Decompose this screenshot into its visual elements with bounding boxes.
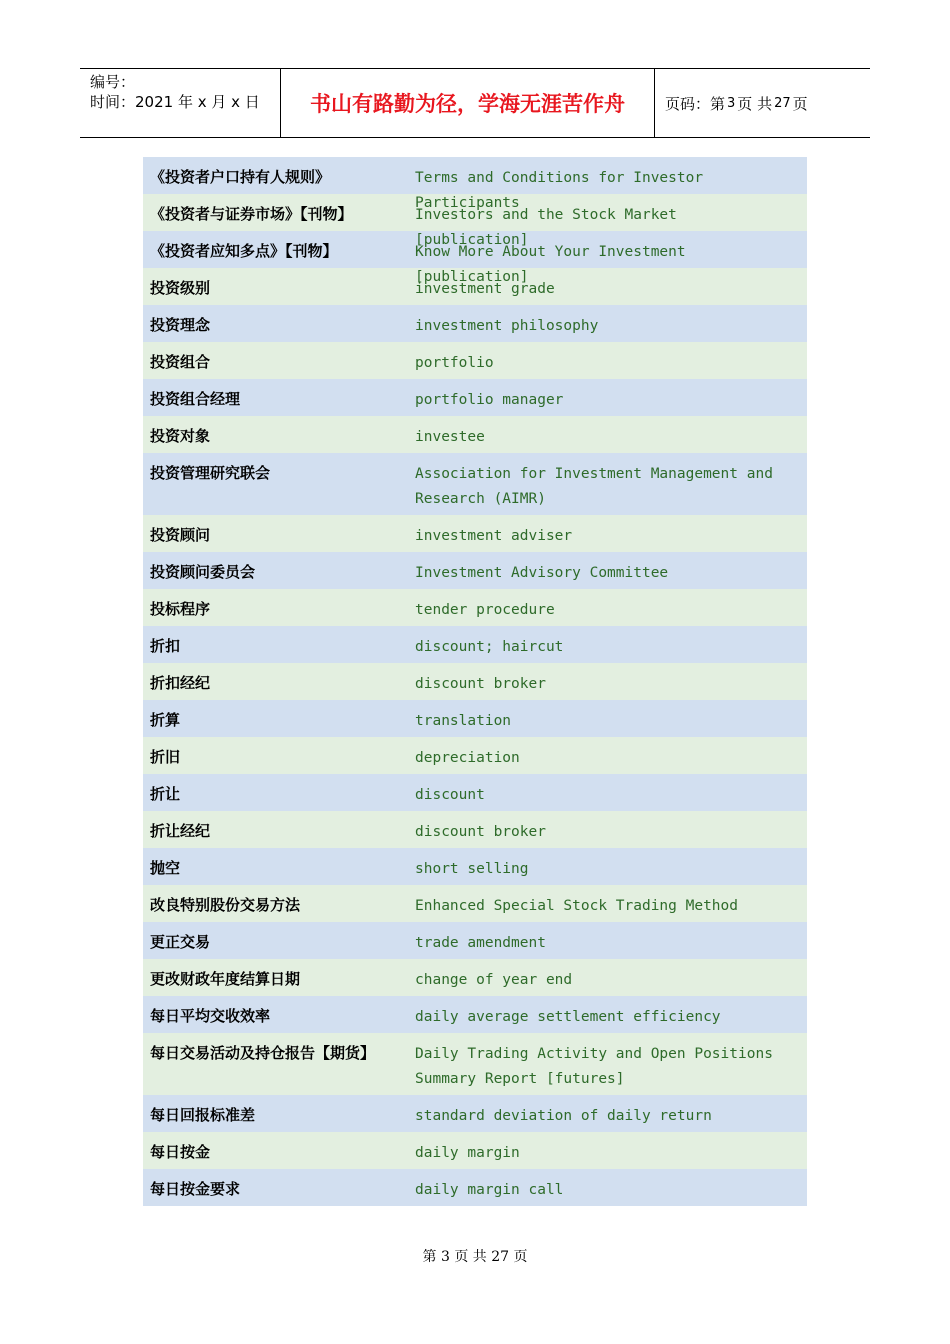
page-footer — [0, 1246, 950, 1266]
table-row — [143, 268, 807, 305]
term-chinese: 投资管理研究联会 — [150, 464, 271, 482]
time-label: 时间： — [90, 93, 136, 111]
table-row — [143, 453, 807, 515]
footer-current: 3 — [440, 1249, 450, 1265]
term-english: portfolio — [415, 355, 494, 371]
footer-prefix: 第 — [422, 1249, 437, 1265]
term-chinese: 《投资者应知多点》【刊物】 — [150, 242, 338, 260]
term-english: tender procedure — [415, 602, 555, 618]
table-row — [143, 811, 807, 848]
term-chinese: 折让 — [150, 785, 181, 803]
table-row — [143, 700, 807, 737]
term-english: investment philosophy — [415, 318, 599, 334]
term-chinese: 每日按金 — [150, 1143, 211, 1161]
table-row — [143, 663, 807, 700]
term-chinese: 折让经纪 — [150, 822, 211, 840]
table-row — [143, 305, 807, 342]
term-chinese: 每日回报标准差 — [150, 1106, 256, 1124]
table-row — [143, 885, 807, 922]
footer-total: 27 — [491, 1249, 510, 1265]
term-chinese: 改良特别股份交易方法 — [150, 896, 301, 914]
header-meta — [80, 69, 281, 137]
page-current: 3 — [727, 95, 736, 111]
glossary-table — [143, 157, 807, 1206]
term-english: depreciation — [415, 750, 520, 766]
term-chinese: 投资组合 — [150, 353, 211, 371]
term-chinese: 《投资者户口持有人规则》 — [150, 168, 331, 186]
time-value: 2021 年 x 月 x 日 — [135, 93, 260, 111]
term-english: short selling — [415, 861, 529, 877]
table-row — [143, 1095, 807, 1132]
table-row — [143, 379, 807, 416]
term-english: Know More About Your Investment [publication] — [415, 244, 686, 285]
term-english: change of year end — [415, 972, 573, 988]
term-english: trade amendment — [415, 935, 546, 951]
term-chinese: 投资组合经理 — [150, 390, 241, 408]
term-english: discount — [415, 787, 485, 803]
table-row — [143, 515, 807, 552]
term-chinese: 投资顾问 — [150, 526, 211, 544]
term-chinese: 投标程序 — [150, 600, 211, 618]
term-chinese: 投资对象 — [150, 427, 211, 445]
term-english: discount; haircut — [415, 639, 564, 655]
term-english: daily margin call — [415, 1182, 564, 1198]
table-row — [143, 737, 807, 774]
table-row — [143, 774, 807, 811]
term-english: Terms and Conditions for Investor Participants — [415, 170, 704, 211]
table-row — [143, 231, 807, 285]
table-row — [143, 342, 807, 379]
table-row — [143, 1169, 807, 1206]
table-row — [143, 1132, 807, 1169]
term-chinese: 折旧 — [150, 748, 181, 766]
term-chinese: 投资理念 — [150, 316, 211, 334]
term-english: Daily Trading Activity and Open Positions Summary Report [futures] — [415, 1046, 773, 1087]
term-english: daily margin — [415, 1145, 520, 1161]
table-row — [143, 959, 807, 996]
term-english: Investment Advisory Committee — [415, 565, 669, 581]
term-chinese: 折算 — [150, 711, 181, 729]
term-chinese: 更正交易 — [150, 933, 211, 951]
term-chinese: 更改财政年度结算日期 — [150, 970, 301, 988]
term-english: Investors and the Stock Market [publication] — [415, 207, 677, 248]
term-english: Enhanced Special Stock Trading Method — [415, 898, 739, 914]
header-page-info — [655, 69, 870, 137]
term-chinese: 每日平均交收效率 — [150, 1007, 271, 1025]
term-english: portfolio manager — [415, 392, 564, 408]
table-row — [143, 996, 807, 1033]
page-prefix: 页码：第 — [665, 94, 726, 113]
header-motto: 书山有路勤为径，学海无涯苦作舟 — [281, 69, 655, 137]
term-english: investment grade — [415, 281, 555, 297]
table-row — [143, 552, 807, 589]
footer-suffix: 页 — [513, 1249, 528, 1265]
term-chinese: 抛空 — [150, 859, 181, 877]
footer-middle: 页 共 — [454, 1249, 487, 1265]
table-row — [143, 194, 807, 248]
term-english: daily average settlement efficiency — [415, 1009, 721, 1025]
term-chinese: 每日按金要求 — [150, 1180, 241, 1198]
table-row — [143, 922, 807, 959]
page-suffix: 页 — [792, 94, 808, 113]
page-header — [80, 68, 870, 138]
document-time — [90, 92, 280, 112]
table-row — [143, 589, 807, 626]
term-chinese: 投资顾问委员会 — [150, 563, 256, 581]
page-total: 27 — [774, 95, 791, 111]
term-english: Association for Investment Management and Research (AIMR) — [415, 466, 773, 507]
term-english: investee — [415, 429, 485, 445]
term-english: discount broker — [415, 676, 546, 692]
term-chinese: 投资级别 — [150, 279, 211, 297]
table-row — [143, 626, 807, 663]
term-english: translation — [415, 713, 512, 729]
term-chinese: 折扣 — [150, 637, 181, 655]
term-english: standard deviation of daily return — [415, 1108, 712, 1124]
table-row — [143, 157, 807, 211]
table-row — [143, 1033, 807, 1095]
table-row — [143, 416, 807, 453]
term-english: investment adviser — [415, 528, 573, 544]
document-number-label: 编号： — [90, 73, 136, 91]
term-chinese: 每日交易活动及持仓报告【期货】 — [150, 1044, 376, 1062]
page-middle: 页 共 — [737, 94, 773, 113]
term-english: discount broker — [415, 824, 546, 840]
term-chinese: 折扣经纪 — [150, 674, 211, 692]
table-row — [143, 848, 807, 885]
term-chinese: 《投资者与证券市场》【刊物】 — [150, 205, 353, 223]
